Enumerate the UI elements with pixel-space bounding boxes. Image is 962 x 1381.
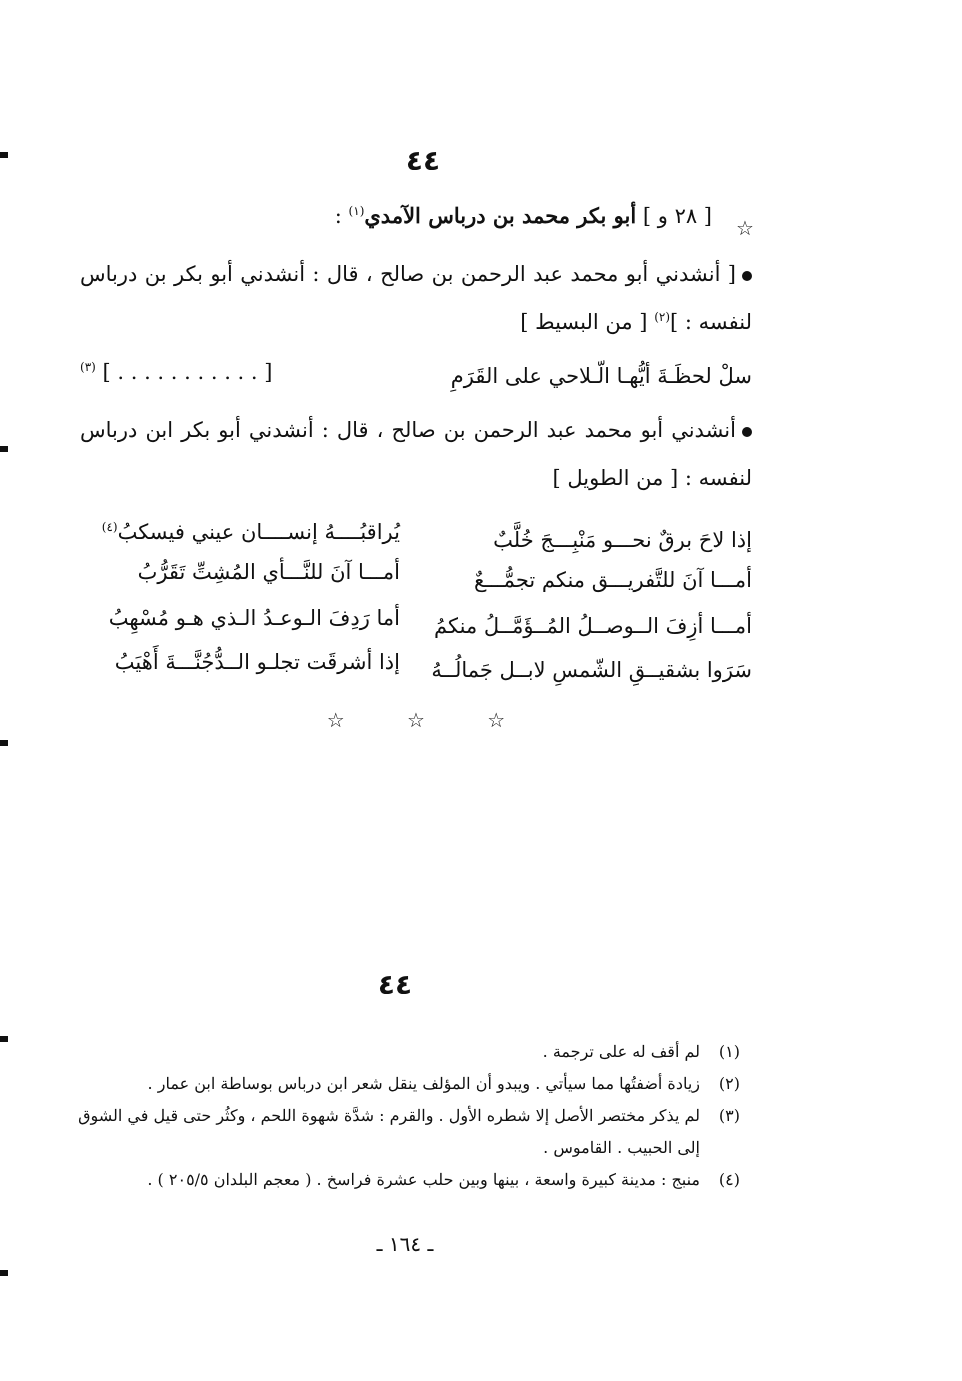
footnote-number: (١) — [718, 1042, 740, 1061]
entry-heading — [12, 196, 712, 236]
intro-paragraph-2 — [80, 406, 752, 502]
footnote-ref-1: (١) — [348, 204, 365, 218]
footnote-text: منبج : مدينة كبيرة واسعة ، بينها وبين حلب عشرة فراسخ . ( معجم البلدان ٢٠٥/٥ ) . — [147, 1170, 700, 1189]
footnote-3 — [60, 1100, 740, 1164]
footnote-text: لم أقف له على ترجمة . — [542, 1042, 700, 1061]
section-divider-stars: ☆ ☆ ☆ — [326, 708, 534, 732]
scan-edge-mark — [0, 1270, 8, 1276]
scan-edge-mark — [0, 152, 8, 158]
poem-line-1-first: إذا لاحَ برقٌ نحـــو مَنْبِـــجَ خُلَّبٌ — [493, 528, 752, 552]
footnote-text: لم يذكر مختصر الأصل إلا شطره الأول . والقرم : شدَّة شهوة اللحم ، وكثُر حتى قيل في الشوق إلى الحبيب . القاموس . — [78, 1106, 700, 1157]
scan-edge-mark — [0, 740, 8, 746]
poem-line-4-second: إذا أشرقَت تجلـو الــدُّجُنَّـــةَ أَهْيَبُ — [114, 650, 400, 674]
star-icon: ☆ — [736, 216, 754, 240]
paragraph-1-text: [ أنشدني أبو محمد عبد الرحمن بن صالح ، قال : أنشدني أبو بكر بن درباس لنفسه : ] — [80, 262, 752, 334]
poem-line-3-second: أما رَدِفَ الـوعـدُ الـذي هـو مُسْهِبُ — [108, 606, 400, 630]
poem-line-1-second-text: يُراقبُــــهُ إنســــان عيني فيسكبُ — [117, 520, 400, 544]
footnote-number: (٤) — [718, 1170, 740, 1189]
bullet-icon — [742, 271, 752, 281]
paragraph-2-text: أنشدني أبو محمد عبد الرحمن بن صالح ، قال : أنشدني أبو بكر ابن درباس لنفسه : [ من الطويل ] — [80, 418, 752, 490]
footnote-ref-4: (٤) — [101, 520, 118, 534]
entry-name: أبو بكر محمد بن درباس الآمدي — [364, 203, 637, 228]
footnote-number: (٣) — [718, 1106, 740, 1125]
footnote-1 — [60, 1036, 740, 1068]
footnote-ref-3: (٣) — [80, 360, 96, 374]
poem-line-1-second — [80, 512, 400, 552]
verse-1-lacuna: [ . . . . . . . . . . . ] — [102, 360, 273, 384]
section-number-top: ٤٤ — [405, 144, 441, 177]
footnote-2 — [60, 1068, 740, 1100]
poem-line-4-first: سَرَوا بشقيــقِ الشّمسِ لابــل جَمالُــهُ — [431, 658, 752, 682]
footnotes — [60, 1036, 740, 1196]
page-number: ـ ١٦٤ ـ — [376, 1232, 434, 1256]
footnote-ref-2: (٢) — [654, 310, 671, 324]
verse-1-first-half: سلْ لحظَـةَ أيُّهـا الّـلاحي على القَرَمِ — [450, 364, 752, 388]
folio-reference: [ ٢٨ و ] — [642, 204, 712, 228]
heading-colon: : — [334, 204, 342, 228]
footnote-text: زيادة أضفتُها مما سيأتي . ويبدو أن المؤلف ينقل شعر ابن درباس بوساطة ابن عمار . — [147, 1074, 700, 1093]
poem-line-3-first: أمـــا أزِفَ الــوصــلُ المُــؤَمَّــلُ منكمُ — [434, 614, 752, 638]
bullet-icon — [742, 427, 752, 437]
poem-line-2-first: أمـــا آنَ للتَّفريـــق منكم تجمُّـــعٌ — [474, 568, 752, 592]
section-number-bottom: ٤٤ — [377, 968, 413, 1001]
footnote-number: (٢) — [718, 1074, 740, 1093]
poem-line-2-second: أمـــا آنَ للنَّـــأي المُشِتِّ تَقَرُّبُ — [137, 560, 400, 584]
meter-label-1: [ من البسيط ] — [520, 310, 648, 334]
scan-edge-mark — [0, 446, 8, 452]
footnote-4 — [60, 1164, 740, 1196]
intro-paragraph-1 — [80, 250, 752, 346]
scan-edge-mark — [0, 1036, 8, 1042]
verse-1-second-half — [80, 352, 400, 392]
